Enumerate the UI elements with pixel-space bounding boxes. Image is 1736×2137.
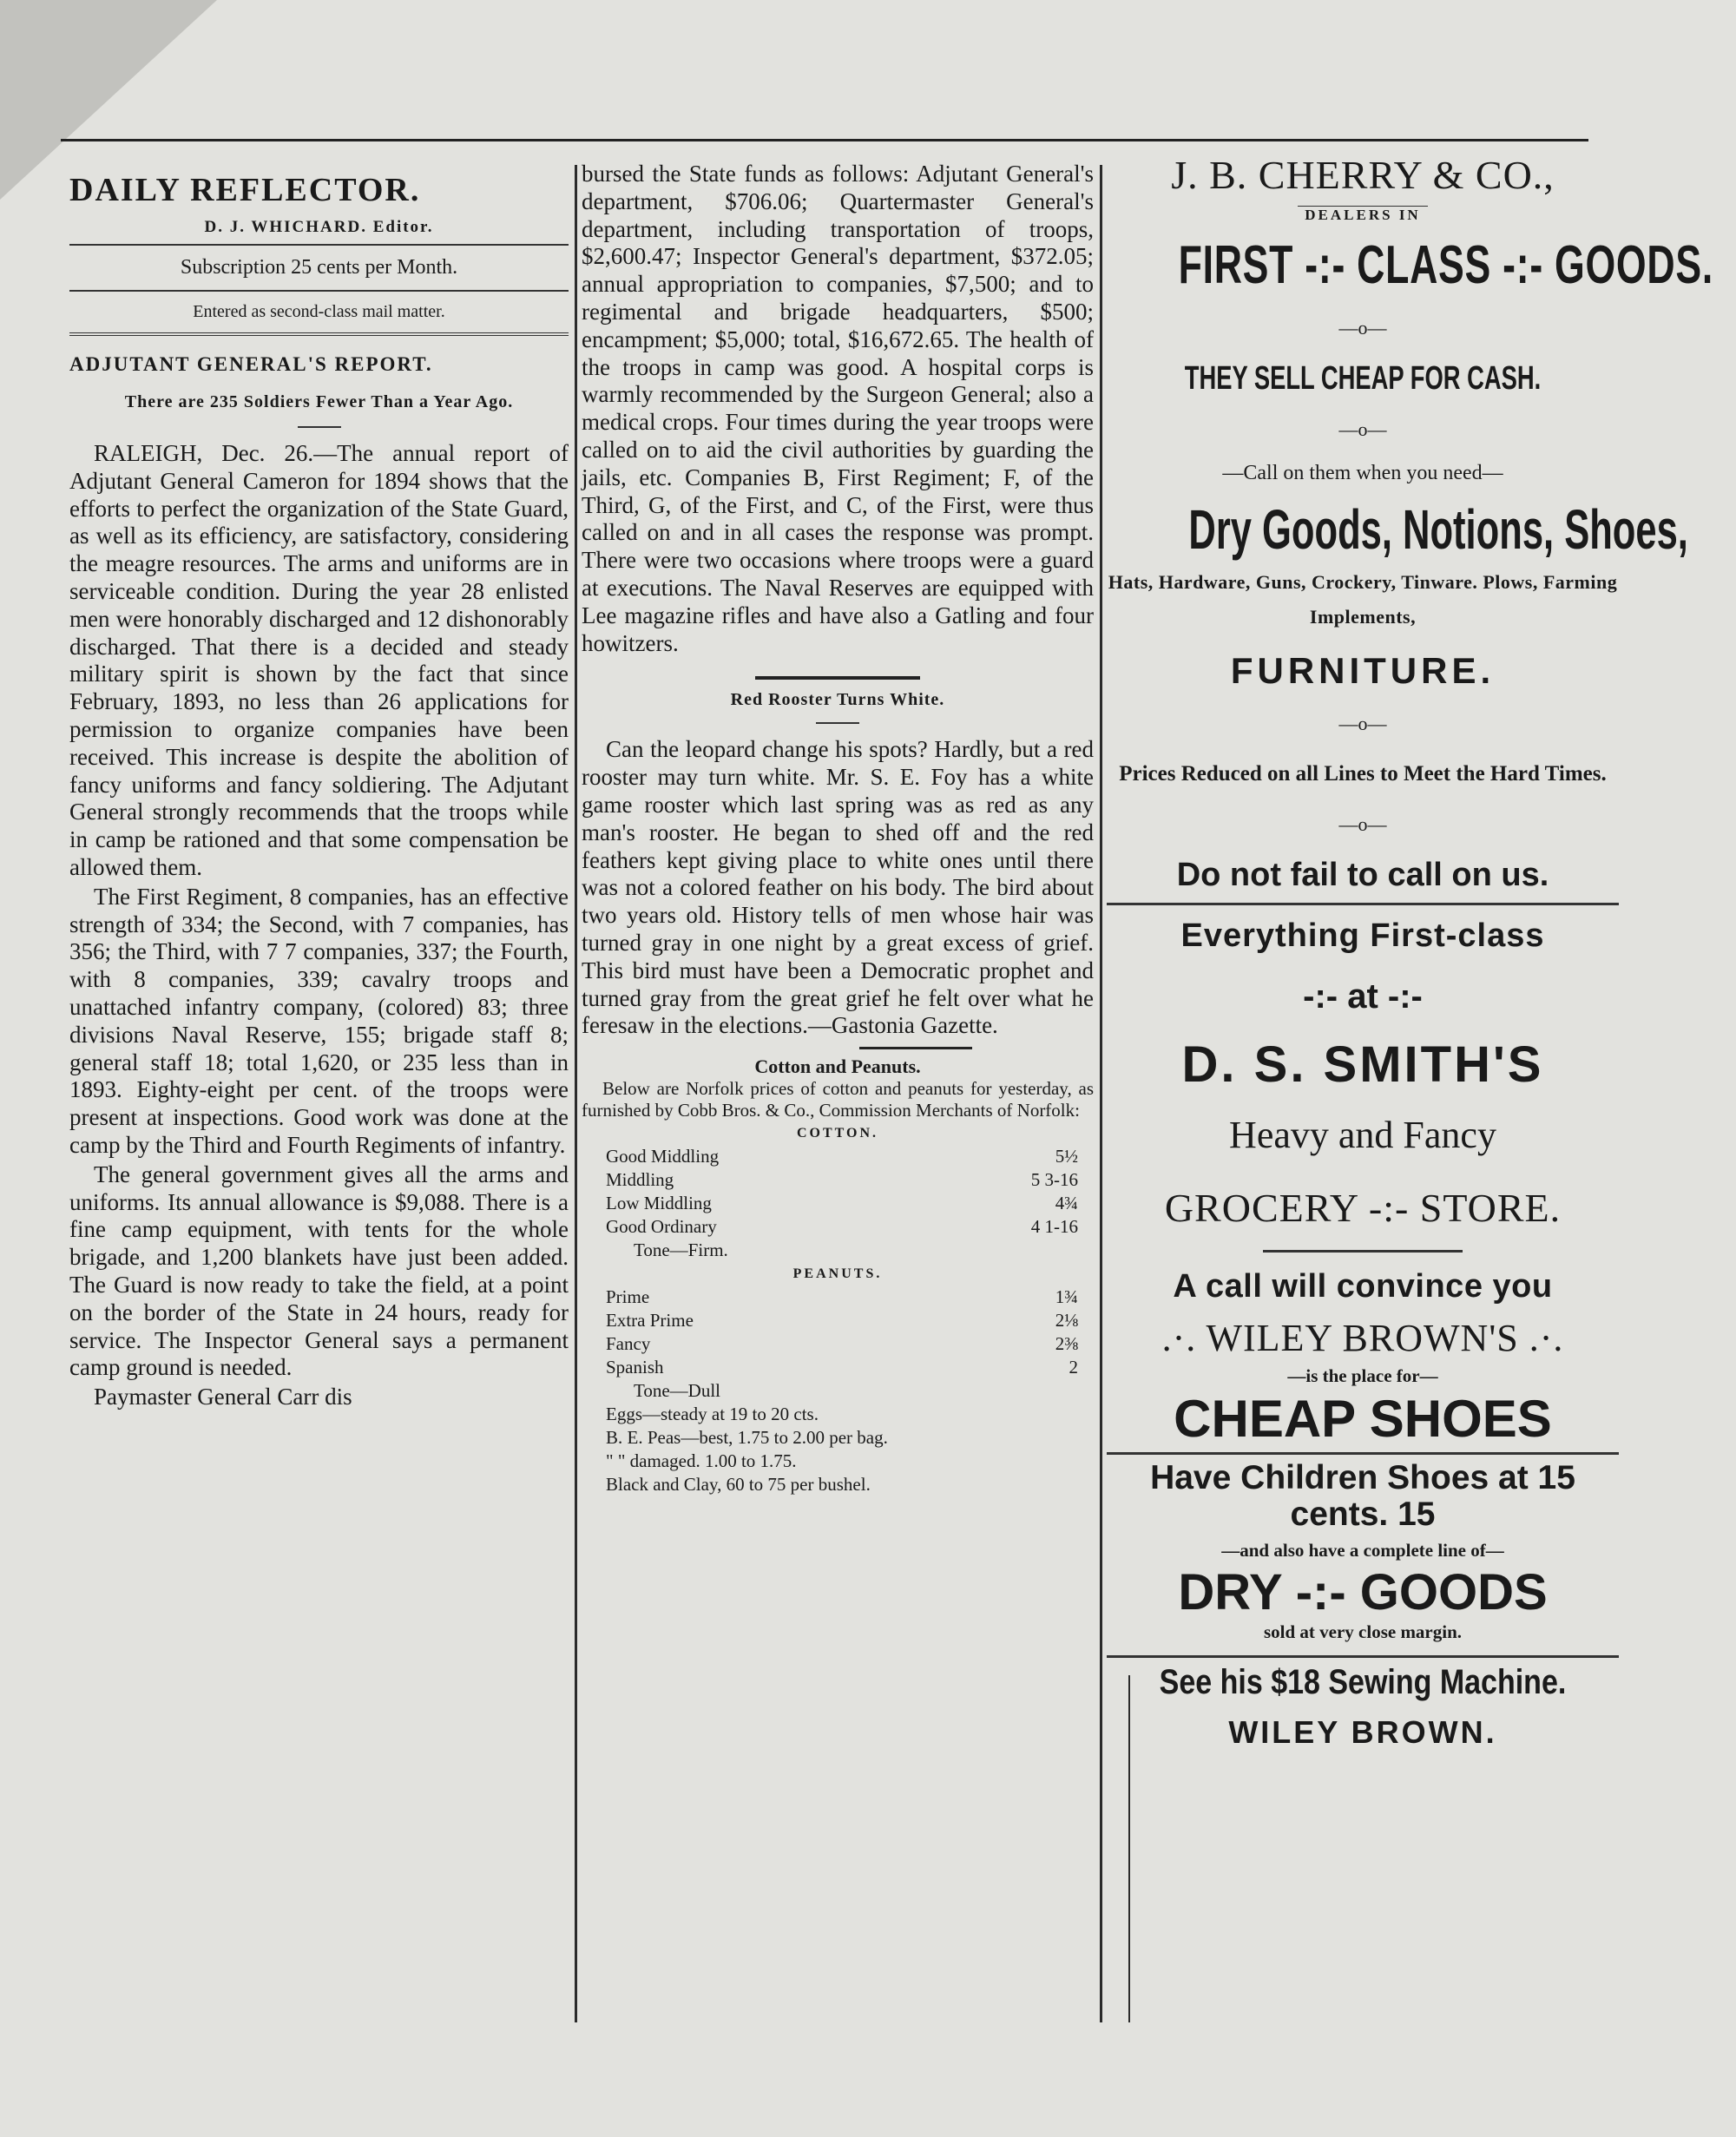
price-row — [582, 1332, 1094, 1356]
brown-children-shoes: Have Children Shoes at 15 cents. 15 — [1150, 1459, 1575, 1533]
price-row — [582, 1285, 1094, 1309]
black-clay-line: Black and Clay, 60 to 75 per bushel. — [606, 1474, 871, 1496]
brown-dry-goods: DRY -:- GOODS — [1178, 1564, 1548, 1621]
subscription-line: Subscription 25 cents per Month. — [69, 246, 569, 292]
paragraph-text: Dec. 26.—The annual report of Adjutant General Cameron for 1894 shows that the efforts to perfect the organization of the State Guard, as well as its efficiency, are satisfactory, considering the meagre resources. The arms and uniforms are in serviceable condition. During the year 28 enlisted men were honorably discharged and 12 dishonorably discharged. That there is a decided and steady military spirit is shown by the fact that since February, 1893, no less than 26 applications for permission to organize companies have been received. This increase is despite the abolition of fancy uniforms and fancy soldiering. The Adjutant General strongly recommends that the troops while in camp be rationed and that some compensation be allowed them. — [69, 440, 569, 880]
smith-at: -:- at -:- — [1303, 977, 1423, 1016]
article-body — [69, 440, 569, 1411]
cherry-dealers-in — [1107, 207, 1619, 224]
price-row — [582, 1356, 1094, 1379]
price-row — [582, 1145, 1094, 1168]
smith-heavy-fancy: Heavy and Fancy — [1229, 1114, 1496, 1156]
peas-damaged-line: " " damaged. 1.00 to 1.75. — [606, 1450, 797, 1472]
commodity-price: 2 — [1069, 1357, 1078, 1378]
commodity-name: Spanish — [606, 1357, 664, 1378]
ornament: —o— — [1338, 713, 1387, 734]
brown-cheap-shoes: CHEAP SHOES — [1107, 1389, 1619, 1455]
ornament: —o— — [1338, 813, 1387, 835]
article-paragraph — [69, 440, 569, 882]
market-intro: Below are Norfolk prices of cotton and peanuts for yesterday, as furnished by Cobb Bros. & Co., Commission Merchants of Norfolk: — [582, 1078, 1094, 1121]
column-left — [69, 161, 569, 1413]
column-ads — [1107, 153, 1713, 1751]
cherry-firm-name: J. B. CHERRY & CO., — [1171, 153, 1555, 197]
cotton-tone: Tone—Firm. — [634, 1239, 728, 1261]
market-report — [582, 1055, 1094, 1496]
article-paragraph: Paymaster General Carr dis — [94, 1384, 352, 1410]
rooster-paragraph: Can the leopard change his spots? Hardly, but a red rooster may turn white. Mr. S. E. Foy has a white game rooster which last spring was as red as any man's rooster. He began to shed off and the red feathers kept giving place to white ones until there was not a colored feather on his body. The bird about two years old. History tells of men whose hair was turned gray in one night by a great excess of grief. This bird must have been a Democratic prophet and turned gray from the great grief he felt over what he feresaw in the elections.—Gastonia Gazette. — [582, 736, 1094, 1039]
market-headline: Cotton and Peanuts. — [754, 1055, 921, 1078]
brown-signature: WILEY BROWN. — [1228, 1714, 1497, 1750]
smith-grocery-store: GROCERY -:- STORE. — [1164, 1186, 1562, 1230]
brown-also-have: —and also have a complete line of— — [1221, 1540, 1504, 1561]
smith-name: D. S. SMITH'S — [1181, 1036, 1544, 1093]
column-rule-2 — [1100, 165, 1102, 2022]
masthead-editor: D. J. WHICHARD. Editor. — [69, 218, 569, 246]
column-rule-1 — [575, 165, 577, 2022]
divider — [755, 676, 920, 680]
commodity-name: Extra Prime — [606, 1310, 694, 1332]
price-row — [582, 1168, 1094, 1192]
cherry-first-class-goods: FIRST -:- CLASS -:- GOODS. — [1178, 235, 1713, 295]
commodity-name: Prime — [606, 1286, 650, 1308]
article-subheadline: There are 235 Soldiers Fewer Than a Year Ago. — [124, 392, 514, 411]
masthead-title: DAILY REFLECTOR. — [69, 172, 421, 208]
commodity-price: 4¾ — [1055, 1193, 1078, 1214]
cotton-price-list — [582, 1145, 1094, 1239]
divider — [1263, 1250, 1463, 1253]
article-paragraph: The general government gives all the arms and uniforms. Its annual allowance is $9,088. There is a fine camp equipment, with tents for the whole brigade, and 1,200 blankets have just been added. The Guard is now ready to take the field, at a point on the border of the State in 24 hours, ready for service. The Inspector General says a permanent camp ground is needed. — [69, 1161, 569, 1381]
ornament: —o— — [1338, 418, 1387, 440]
cherry-furniture: FURNITURE. — [1230, 650, 1496, 691]
commodity-name: Good Ordinary — [606, 1216, 717, 1238]
brown-convince: A call will convince you — [1173, 1268, 1553, 1305]
commodity-price: 4 1-16 — [1030, 1216, 1078, 1238]
divider — [859, 1047, 972, 1049]
column-middle — [582, 161, 1094, 1496]
commodity-name: Fancy — [606, 1333, 651, 1355]
article-headline: ADJUTANT GENERAL'S REPORT. — [69, 353, 433, 375]
brown-name: .·. WILEY BROWN'S .·. — [1161, 1317, 1564, 1359]
article-continuation — [582, 161, 1094, 657]
commodity-name: Good Middling — [606, 1146, 720, 1167]
rooster-body — [582, 736, 1094, 1040]
price-row — [582, 1215, 1094, 1239]
cherry-do-not-fail: Do not fail to call on us. — [1107, 857, 1619, 905]
commodity-price: 2⅜ — [1055, 1333, 1078, 1355]
cherry-hats-list: Hats, Hardware, Guns, Crockery, Tinware. Plows, Farming Implements, — [1108, 571, 1618, 628]
peanut-price-list — [582, 1285, 1094, 1379]
price-row — [582, 1192, 1094, 1215]
dealers-label: DEALERS IN — [1298, 206, 1427, 223]
brown-sewing-machine: See his $18 Sewing Machine. — [1159, 1663, 1567, 1701]
divider — [816, 722, 859, 724]
price-row — [582, 1309, 1094, 1332]
article-paragraph: The First Regiment, 8 companies, has an effective strength of 334; the Second, with 7 companies, has 356; the Third, with 7 7 companies, 337; the Fourth, with 8 companies, 339; cavalry troops and unattached infantry company, (colored) 83; three divisions Naval Reserve, 155; brigade staff 8; general staff 18; total 1,620, or 235 less than in 1893. Eighty-eight per cent. of the troops were present at inspections. Good work was done at the camp by the Third and Fourth Regiments of infantry. — [69, 883, 569, 1158]
ornament: —o— — [1338, 317, 1387, 339]
brown-sold-margin: sold at very close margin. — [1107, 1621, 1619, 1658]
commodity-price: 5½ — [1055, 1146, 1078, 1167]
commodity-price: 5 3-16 — [1030, 1169, 1078, 1191]
cherry-call-on: —Call on them when you need— — [1222, 462, 1503, 484]
peanuts-tone: Tone—Dull — [634, 1380, 721, 1402]
dateline: RALEIGH, — [94, 440, 203, 466]
cherry-cheap-for-cash: THEY SELL CHEAP FOR CASH. — [1184, 360, 1542, 397]
brown-is-place: —is the place for— — [1287, 1365, 1438, 1386]
commodity-price: 1¾ — [1055, 1286, 1078, 1308]
entered-line: Entered as second-class mail matter. — [69, 292, 569, 336]
cherry-prices-reduced: Prices Reduced on all Lines to Meet the Hard Times. — [1119, 762, 1607, 786]
cherry-dry-goods: Dry Goods, Notions, Shoes, — [1188, 498, 1688, 561]
commodity-price: 2⅛ — [1055, 1310, 1078, 1332]
rooster-headline: Red Rooster Turns White. — [730, 690, 945, 710]
peas-line: B. E. Peas—best, 1.75 to 2.00 per bag. — [606, 1427, 888, 1449]
top-rule — [61, 139, 1588, 141]
commodity-name: Middling — [606, 1169, 674, 1191]
eggs-line: Eggs—steady at 19 to 20 cts. — [606, 1404, 819, 1425]
cotton-label: COTTON. — [796, 1126, 879, 1141]
peanuts-label: PEANUTS. — [792, 1266, 883, 1282]
divider — [298, 426, 341, 428]
smith-everything: Everything First-class — [1180, 917, 1545, 954]
continuation-paragraph: bursed the State funds as follows: Adjutant General's department, $706.06; Quartermaster General's department, including transportation of troops, $2,600.47; Inspector General's department, $372.05; annual appropriation to companies, $7,500; and to regimental and brigade headquarters, $500; encampment; $5,000; total, $16,672.65. The health of the troops in camp was good. A hospital corps is warmly recommended by the Surgeon General; also a medical crops. Four times during the year troops were called on to aid the civil authorities by guarding the jails, etc. Companies B, First Regiment; F, of the Third, G, of the First, and C, of the First, were thus called on and in all cases the response was prompt. There were two occasions where troops were a guard at executions. The Naval Reserves are equipped with Lee magazine rifles and have also a Gatling and four howitzers. — [582, 161, 1094, 656]
commodity-name: Low Middling — [606, 1193, 712, 1214]
